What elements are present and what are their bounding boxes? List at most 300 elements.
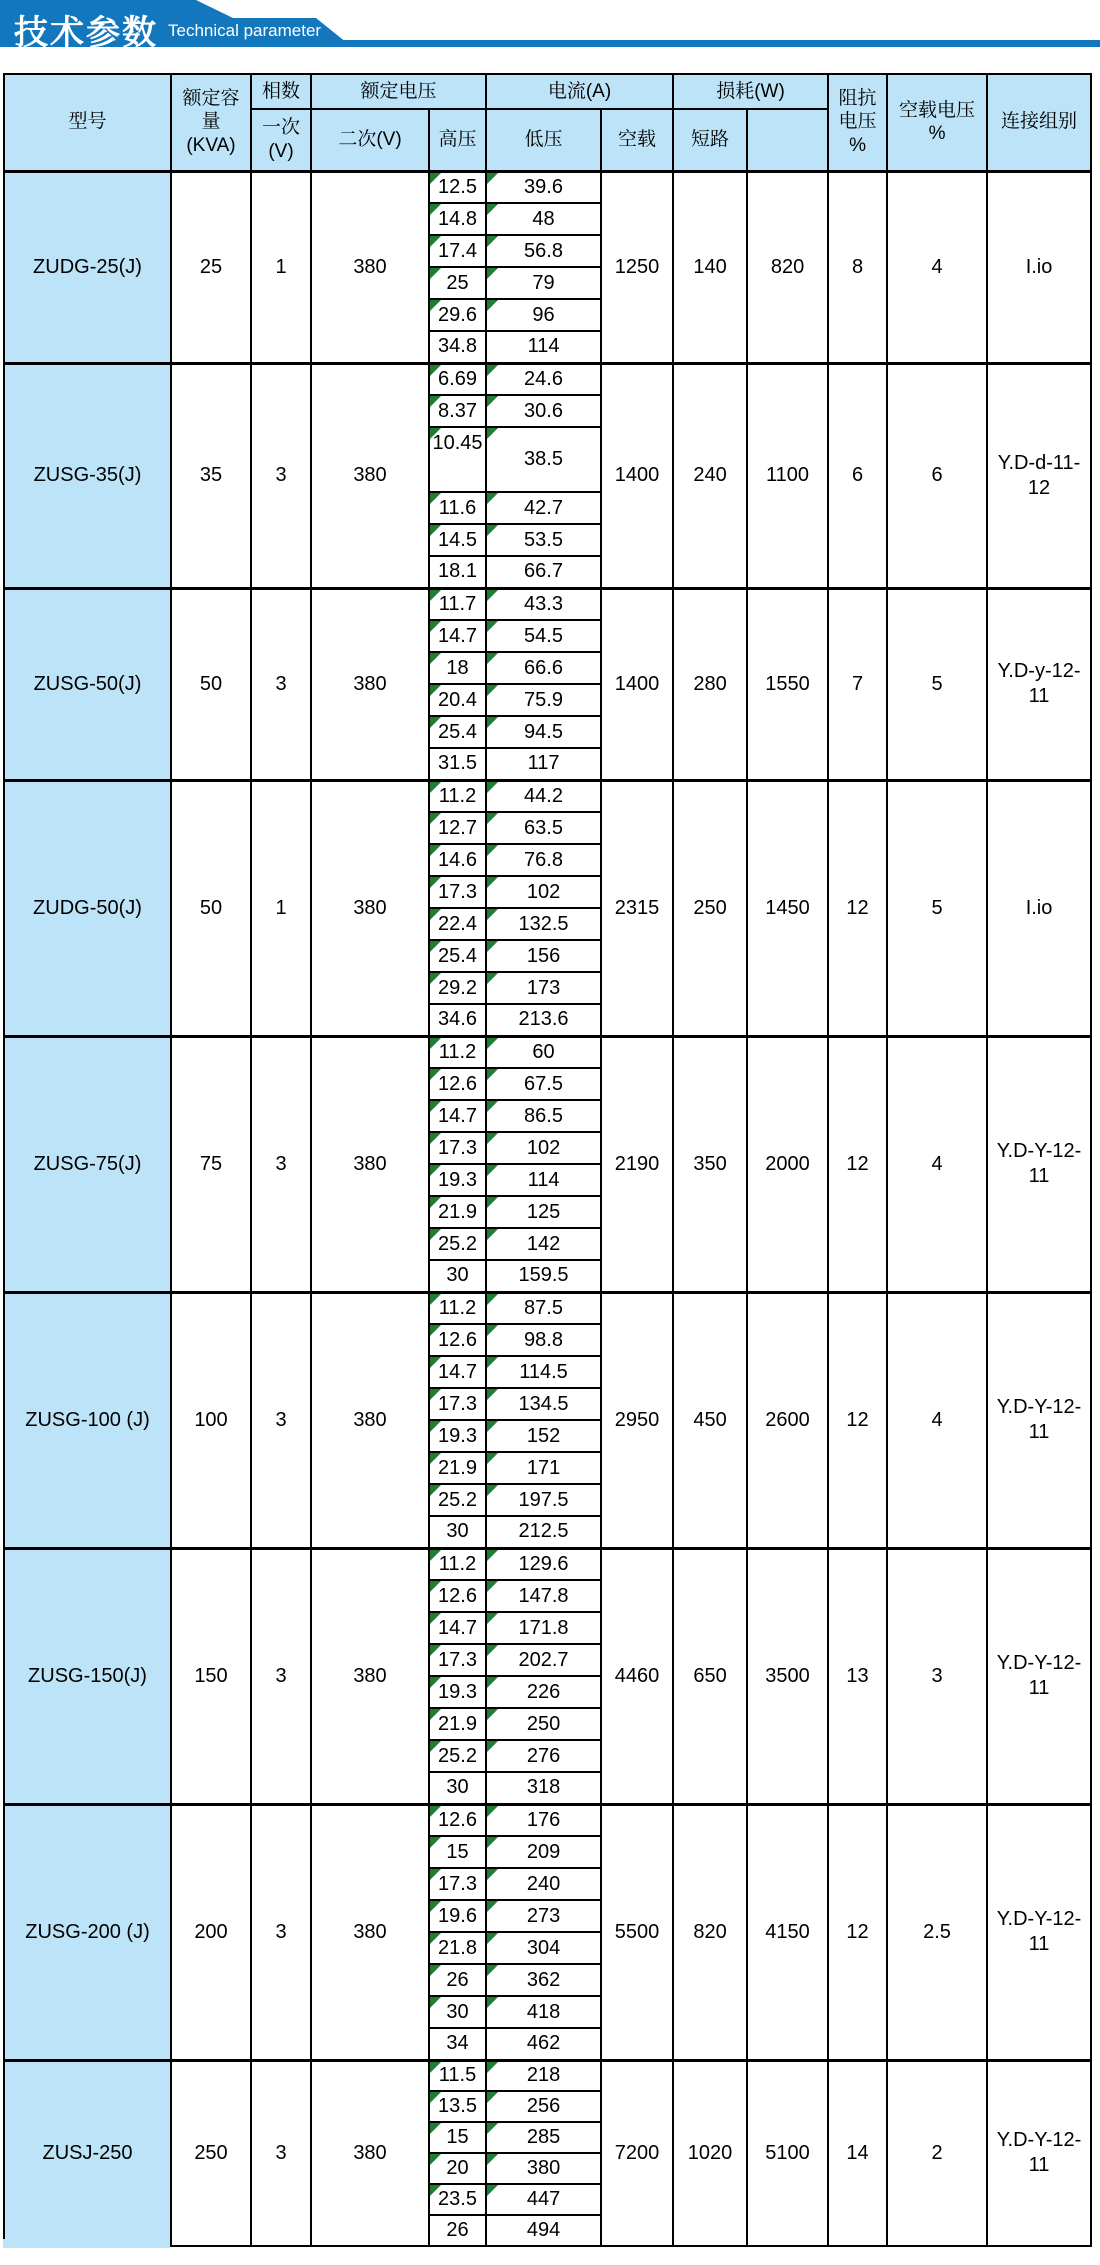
impedance-cell: 12	[828, 1292, 887, 1548]
short-circuit-cell: 650	[673, 1548, 747, 1804]
phase-cell: 3	[251, 1548, 311, 1804]
impedance-cell: 12	[828, 1804, 887, 2060]
hv-current-cell: 25.4	[429, 940, 486, 972]
green-corner-marker-icon	[430, 653, 441, 664]
green-corner-marker-icon	[430, 1709, 441, 1720]
capacity-cell: 25	[171, 171, 251, 363]
green-corner-marker-icon	[487, 1357, 498, 1368]
hv-current-cell: 19.3	[429, 1676, 486, 1708]
green-corner-marker-icon	[430, 1485, 441, 1496]
hv-current-cell: 14.6	[429, 844, 486, 876]
no-load-voltage-cell: 6	[887, 363, 987, 588]
green-corner-marker-icon	[430, 1581, 441, 1592]
green-corner-marker-icon	[487, 941, 498, 952]
green-corner-marker-icon	[430, 845, 441, 856]
green-corner-marker-icon	[487, 973, 498, 984]
loss-extra-cell: 2600	[747, 1292, 828, 1548]
hv-current-cell: 34	[429, 2028, 486, 2060]
model-cell: ZUDG-50(J)	[4, 780, 171, 1036]
green-corner-marker-icon	[487, 653, 498, 664]
hv-current-cell: 21.9	[429, 1708, 486, 1740]
no-load-voltage-cell: 2	[887, 2060, 987, 2246]
capacity-cell: 35	[171, 363, 251, 588]
green-corner-marker-icon	[487, 204, 498, 215]
green-corner-marker-icon	[487, 717, 498, 728]
model-cell: ZUDG-25(J)	[4, 171, 171, 363]
green-corner-marker-icon	[430, 1677, 441, 1688]
loss-extra-cell: 1450	[747, 780, 828, 1036]
hv-current-cell: 12.6	[429, 1324, 486, 1356]
green-corner-marker-icon	[487, 1806, 498, 1817]
col-header-current: 电流(A)	[486, 74, 673, 109]
capacity-cell: 200	[171, 1804, 251, 2060]
no-load-cell: 2315	[601, 780, 673, 1036]
hv-current-cell: 8.37	[429, 395, 486, 427]
hv-current-cell: 21.9	[429, 1196, 486, 1228]
capacity-cell: 50	[171, 780, 251, 1036]
green-corner-marker-icon	[487, 1645, 498, 1656]
lv-current-cell: 66.7	[486, 556, 601, 588]
col-header-loss: 损耗(W)	[673, 74, 828, 109]
spec-sub-row	[4, 2060, 1091, 2091]
hv-current-cell: 34.8	[429, 331, 486, 363]
short-circuit-cell: 140	[673, 171, 747, 363]
green-corner-marker-icon	[430, 1550, 441, 1561]
technical-parameter-table	[3, 73, 1092, 2247]
secondary-voltage-cell: 380	[311, 1292, 429, 1548]
no-load-cell: 5500	[601, 1804, 673, 2060]
lv-current-cell: 67.5	[486, 1068, 601, 1100]
green-corner-marker-icon	[430, 1453, 441, 1464]
lv-current-cell: 226	[486, 1676, 601, 1708]
green-corner-marker-icon	[487, 300, 498, 311]
lv-current-cell: 114	[486, 331, 601, 363]
connection-group-cell: Y.D-y-12-11	[987, 588, 1091, 780]
green-corner-marker-icon	[487, 1550, 498, 1561]
hv-current-cell: 26	[429, 1964, 486, 1996]
green-corner-marker-icon	[430, 1389, 441, 1400]
hv-current-cell: 17.3	[429, 1868, 486, 1900]
green-corner-marker-icon	[487, 782, 498, 793]
spec-sub-row	[4, 1548, 1091, 1580]
lv-current-cell: 60	[486, 1036, 601, 1068]
green-corner-marker-icon	[487, 845, 498, 856]
lv-current-cell: 48	[486, 203, 601, 235]
lv-current-cell: 318	[486, 1772, 601, 1804]
secondary-voltage-cell: 380	[311, 780, 429, 1036]
lv-current-cell: 212.5	[486, 1516, 601, 1548]
green-corner-marker-icon	[430, 782, 441, 793]
no-load-voltage-cell: 3	[887, 1548, 987, 1804]
hv-current-cell: 18	[429, 652, 486, 684]
model-cell: ZUSG-150(J)	[4, 1548, 171, 1804]
lv-current-cell: 147.8	[486, 1580, 601, 1612]
green-corner-marker-icon	[430, 2123, 441, 2134]
hv-current-cell: 25.2	[429, 1228, 486, 1260]
hv-current-cell: 25.2	[429, 1740, 486, 1772]
spec-sub-row	[4, 780, 1091, 812]
green-corner-marker-icon	[487, 1294, 498, 1305]
short-circuit-cell: 350	[673, 1036, 747, 1292]
impedance-cell: 8	[828, 171, 887, 363]
lv-current-cell: 197.5	[486, 1484, 601, 1516]
lv-current-cell: 53.5	[486, 524, 601, 556]
lv-current-cell: 240	[486, 1868, 601, 1900]
lv-current-cell: 54.5	[486, 620, 601, 652]
hv-current-cell: 13.5	[429, 2091, 486, 2122]
col-header-secondary: 二次(V)	[311, 109, 429, 171]
lv-current-cell: 75.9	[486, 684, 601, 716]
lv-current-cell: 102	[486, 876, 601, 908]
loss-extra-cell: 5100	[747, 2060, 828, 2246]
green-corner-marker-icon	[487, 1197, 498, 1208]
lv-current-cell: 114	[486, 1164, 601, 1196]
hv-current-cell: 23.5	[429, 2184, 486, 2215]
capacity-cell: 75	[171, 1036, 251, 1292]
no-load-cell: 1400	[601, 363, 673, 588]
lv-current-cell: 98.8	[486, 1324, 601, 1356]
green-corner-marker-icon	[430, 973, 441, 984]
lv-current-cell: 38.5	[486, 427, 601, 492]
col-header-phase: 相数	[251, 74, 311, 109]
green-corner-marker-icon	[487, 1837, 498, 1848]
connection-group-cell: I.io	[987, 780, 1091, 1036]
green-corner-marker-icon	[487, 525, 498, 536]
lv-current-cell: 173	[486, 972, 601, 1004]
hv-current-cell: 11.2	[429, 1036, 486, 1068]
green-corner-marker-icon	[487, 396, 498, 407]
green-corner-marker-icon	[430, 2062, 441, 2073]
short-circuit-cell: 280	[673, 588, 747, 780]
green-corner-marker-icon	[430, 1357, 441, 1368]
green-corner-marker-icon	[487, 1485, 498, 1496]
hv-current-cell: 12.6	[429, 1068, 486, 1100]
col-header-lv: 低压	[486, 109, 601, 171]
capacity-cell: 50	[171, 588, 251, 780]
col-header-hv: 高压	[429, 109, 486, 171]
page-title: 技术参数	[14, 14, 158, 52]
hv-current-cell: 30	[429, 1772, 486, 1804]
hv-current-cell: 11.2	[429, 1292, 486, 1324]
connection-group-cell: Y.D-Y-12-11	[987, 2060, 1091, 2246]
green-corner-marker-icon	[430, 1133, 441, 1144]
model-cell: ZUSG-100 (J)	[4, 1292, 171, 1548]
secondary-voltage-cell: 380	[311, 588, 429, 780]
lv-current-cell: 142	[486, 1228, 601, 1260]
green-corner-marker-icon	[487, 428, 498, 439]
green-corner-marker-icon	[487, 2123, 498, 2134]
no-load-cell: 2190	[601, 1036, 673, 1292]
col-header-model: 型号	[4, 74, 171, 171]
phase-cell: 3	[251, 1036, 311, 1292]
hv-current-cell: 34.6	[429, 1004, 486, 1036]
hv-current-cell: 25.4	[429, 716, 486, 748]
loss-extra-cell: 1100	[747, 363, 828, 588]
phase-cell: 1	[251, 171, 311, 363]
lv-current-cell: 134.5	[486, 1388, 601, 1420]
lv-current-cell: 44.2	[486, 780, 601, 812]
hv-current-cell: 19.6	[429, 1900, 486, 1932]
short-circuit-cell: 1020	[673, 2060, 747, 2246]
hv-current-cell: 29.6	[429, 299, 486, 331]
green-corner-marker-icon	[430, 396, 441, 407]
green-corner-marker-icon	[430, 1901, 441, 1912]
green-corner-marker-icon	[487, 685, 498, 696]
hv-current-cell: 17.3	[429, 1388, 486, 1420]
table-header	[4, 74, 1091, 171]
green-corner-marker-icon	[487, 1613, 498, 1624]
lv-current-cell: 171.8	[486, 1612, 601, 1644]
phase-cell: 3	[251, 1292, 311, 1548]
capacity-cell: 100	[171, 1292, 251, 1548]
green-corner-marker-icon	[430, 1069, 441, 1080]
green-corner-marker-icon	[430, 1645, 441, 1656]
green-corner-marker-icon	[487, 268, 498, 279]
connection-group-cell: Y.D-Y-12-11	[987, 1036, 1091, 1292]
hv-current-cell: 30	[429, 1516, 486, 1548]
green-corner-marker-icon	[487, 1869, 498, 1880]
lv-current-cell: 418	[486, 1996, 601, 2028]
loss-extra-cell: 4150	[747, 1804, 828, 2060]
green-corner-marker-icon	[487, 1325, 498, 1336]
green-corner-marker-icon	[487, 173, 498, 184]
spec-sub-row	[4, 1292, 1091, 1324]
secondary-voltage-cell: 380	[311, 1804, 429, 2060]
green-corner-marker-icon	[430, 1101, 441, 1112]
impedance-cell: 12	[828, 1036, 887, 1292]
green-corner-marker-icon	[487, 1069, 498, 1080]
hv-current-cell: 10.45	[429, 427, 486, 492]
lv-current-cell: 156	[486, 940, 601, 972]
lv-current-cell: 202.7	[486, 1644, 601, 1676]
hv-current-cell: 14.7	[429, 1356, 486, 1388]
hv-current-cell: 20.4	[429, 684, 486, 716]
green-corner-marker-icon	[430, 365, 441, 376]
lv-current-cell: 125	[486, 1196, 601, 1228]
lv-current-cell: 30.6	[486, 395, 601, 427]
lv-current-cell: 94.5	[486, 716, 601, 748]
green-corner-marker-icon	[487, 1965, 498, 1976]
lv-current-cell: 304	[486, 1932, 601, 1964]
hv-current-cell: 14.7	[429, 620, 486, 652]
model-cell: ZUSG-75(J)	[4, 1036, 171, 1292]
green-corner-marker-icon	[430, 717, 441, 728]
lv-current-cell: 96	[486, 299, 601, 331]
col-header-connection: 连接组别	[987, 74, 1091, 171]
lv-current-cell: 176	[486, 1804, 601, 1836]
lv-current-cell: 276	[486, 1740, 601, 1772]
green-corner-marker-icon	[487, 1581, 498, 1592]
hv-current-cell: 20	[429, 2153, 486, 2184]
lv-current-cell: 129.6	[486, 1548, 601, 1580]
hv-current-cell: 29.2	[429, 972, 486, 1004]
green-corner-marker-icon	[430, 941, 441, 952]
lv-current-cell: 39.6	[486, 171, 601, 203]
green-corner-marker-icon	[430, 1229, 441, 1240]
lv-current-cell: 117	[486, 748, 601, 780]
hv-current-cell: 11.6	[429, 492, 486, 524]
col-header-no-load: 空载	[601, 109, 673, 171]
green-corner-marker-icon	[430, 493, 441, 504]
green-corner-marker-icon	[430, 877, 441, 888]
no-load-voltage-cell: 5	[887, 780, 987, 1036]
hv-current-cell: 11.2	[429, 1548, 486, 1580]
impedance-cell: 12	[828, 780, 887, 1036]
table-body	[4, 171, 1091, 2246]
spec-sub-row	[4, 363, 1091, 395]
green-corner-marker-icon	[487, 1997, 498, 2008]
green-corner-marker-icon	[430, 525, 441, 536]
green-corner-marker-icon	[487, 1933, 498, 1944]
hv-current-cell: 17.3	[429, 876, 486, 908]
hv-current-cell: 22.4	[429, 908, 486, 940]
green-corner-marker-icon	[487, 877, 498, 888]
green-corner-marker-icon	[487, 1901, 498, 1912]
lv-current-cell: 79	[486, 267, 601, 299]
lv-current-cell: 362	[486, 1964, 601, 1996]
green-corner-marker-icon	[430, 1165, 441, 1176]
green-corner-marker-icon	[487, 813, 498, 824]
hv-current-cell: 17.3	[429, 1132, 486, 1164]
hv-current-cell: 14.8	[429, 203, 486, 235]
green-corner-marker-icon	[487, 1133, 498, 1144]
connection-group-cell: Y.D-Y-12-11	[987, 1804, 1091, 2060]
phase-cell: 3	[251, 588, 311, 780]
hv-current-cell: 31.5	[429, 748, 486, 780]
secondary-voltage-cell: 380	[311, 171, 429, 363]
connection-group-cell: Y.D-d-11-12	[987, 363, 1091, 588]
green-corner-marker-icon	[430, 2154, 441, 2165]
secondary-voltage-cell: 380	[311, 1548, 429, 1804]
secondary-voltage-cell: 380	[311, 1036, 429, 1292]
lv-current-cell: 114.5	[486, 1356, 601, 1388]
no-load-voltage-cell: 4	[887, 1292, 987, 1548]
model-cell: ZUSG-200 (J)	[4, 1804, 171, 2060]
hv-current-cell: 30	[429, 1996, 486, 2028]
green-corner-marker-icon	[487, 493, 498, 504]
green-corner-marker-icon	[430, 1197, 441, 1208]
connection-group-cell: Y.D-Y-12-11	[987, 1292, 1091, 1548]
hv-current-cell: 30	[429, 1260, 486, 1292]
lv-current-cell: 447	[486, 2184, 601, 2215]
capacity-cell: 250	[171, 2060, 251, 2246]
page-banner	[0, 0, 1100, 60]
green-corner-marker-icon	[430, 590, 441, 601]
no-load-voltage-cell: 4	[887, 1036, 987, 1292]
green-corner-marker-icon	[487, 365, 498, 376]
green-corner-marker-icon	[430, 300, 441, 311]
lv-current-cell: 213.6	[486, 1004, 601, 1036]
hv-current-cell: 21.9	[429, 1452, 486, 1484]
lv-current-cell: 285	[486, 2122, 601, 2153]
connection-group-cell: I.io	[987, 171, 1091, 363]
green-corner-marker-icon	[487, 2062, 498, 2073]
green-corner-marker-icon	[487, 1677, 498, 1688]
lv-current-cell: 152	[486, 1420, 601, 1452]
hv-current-cell: 11.2	[429, 780, 486, 812]
hv-current-cell: 11.7	[429, 588, 486, 620]
hv-current-cell: 21.8	[429, 1932, 486, 1964]
hv-current-cell: 12.6	[429, 1804, 486, 1836]
short-circuit-cell: 240	[673, 363, 747, 588]
green-corner-marker-icon	[487, 236, 498, 247]
spec-sub-row	[4, 1804, 1091, 1836]
lv-current-cell: 42.7	[486, 492, 601, 524]
green-corner-marker-icon	[487, 1038, 498, 1049]
col-header-capacity: 额定容 量 (KVA)	[171, 74, 251, 171]
lv-current-cell: 462	[486, 2028, 601, 2060]
green-corner-marker-icon	[487, 1709, 498, 1720]
lv-current-cell: 66.6	[486, 652, 601, 684]
phase-cell: 3	[251, 363, 311, 588]
impedance-cell: 6	[828, 363, 887, 588]
green-corner-marker-icon	[487, 1229, 498, 1240]
green-corner-marker-icon	[487, 1101, 498, 1112]
lv-current-cell: 171	[486, 1452, 601, 1484]
lv-current-cell: 256	[486, 2091, 601, 2122]
impedance-cell: 14	[828, 2060, 887, 2246]
green-corner-marker-icon	[430, 621, 441, 632]
green-corner-marker-icon	[430, 813, 441, 824]
col-header-no-load-voltage: 空载电压 %	[887, 74, 987, 171]
no-load-voltage-cell: 4	[887, 171, 987, 363]
green-corner-marker-icon	[487, 1165, 498, 1176]
green-corner-marker-icon	[487, 621, 498, 632]
green-corner-marker-icon	[430, 1869, 441, 1880]
phase-cell: 1	[251, 780, 311, 1036]
lv-current-cell: 87.5	[486, 1292, 601, 1324]
green-corner-marker-icon	[430, 1806, 441, 1817]
lv-current-cell: 63.5	[486, 812, 601, 844]
lv-current-cell: 24.6	[486, 363, 601, 395]
green-corner-marker-icon	[430, 2092, 441, 2103]
green-corner-marker-icon	[430, 909, 441, 920]
model-cell: ZUSG-50(J)	[4, 588, 171, 780]
hv-current-cell: 14.5	[429, 524, 486, 556]
green-corner-marker-icon	[430, 1741, 441, 1752]
hv-current-cell: 15	[429, 1836, 486, 1868]
hv-current-cell: 12.7	[429, 812, 486, 844]
model-cell: ZUSJ-250	[4, 2060, 171, 2246]
spec-sub-row	[4, 588, 1091, 620]
hv-current-cell: 25	[429, 267, 486, 299]
lv-current-cell: 380	[486, 2153, 601, 2184]
secondary-voltage-cell: 380	[311, 2060, 429, 2246]
hv-current-cell: 15	[429, 2122, 486, 2153]
short-circuit-cell: 450	[673, 1292, 747, 1548]
hv-current-cell: 14.7	[429, 1612, 486, 1644]
green-corner-marker-icon	[430, 1038, 441, 1049]
hv-current-cell: 25.2	[429, 1484, 486, 1516]
no-load-voltage-cell: 2.5	[887, 1804, 987, 2060]
lv-current-cell: 132.5	[486, 908, 601, 940]
green-corner-marker-icon	[487, 1389, 498, 1400]
green-corner-marker-icon	[487, 1453, 498, 1464]
green-corner-marker-icon	[487, 909, 498, 920]
hv-current-cell: 6.69	[429, 363, 486, 395]
capacity-cell: 150	[171, 1548, 251, 1804]
green-corner-marker-icon	[430, 1965, 441, 1976]
hv-current-cell: 19.3	[429, 1420, 486, 1452]
green-corner-marker-icon	[430, 1294, 441, 1305]
lv-current-cell: 102	[486, 1132, 601, 1164]
green-corner-marker-icon	[430, 1421, 441, 1432]
col-header-short-circuit: 短路	[673, 109, 747, 171]
col-header-rated-voltage: 额定电压	[311, 74, 486, 109]
no-load-cell: 2950	[601, 1292, 673, 1548]
col-header-primary: 一次 (V)	[251, 109, 311, 171]
hv-current-cell: 19.3	[429, 1164, 486, 1196]
